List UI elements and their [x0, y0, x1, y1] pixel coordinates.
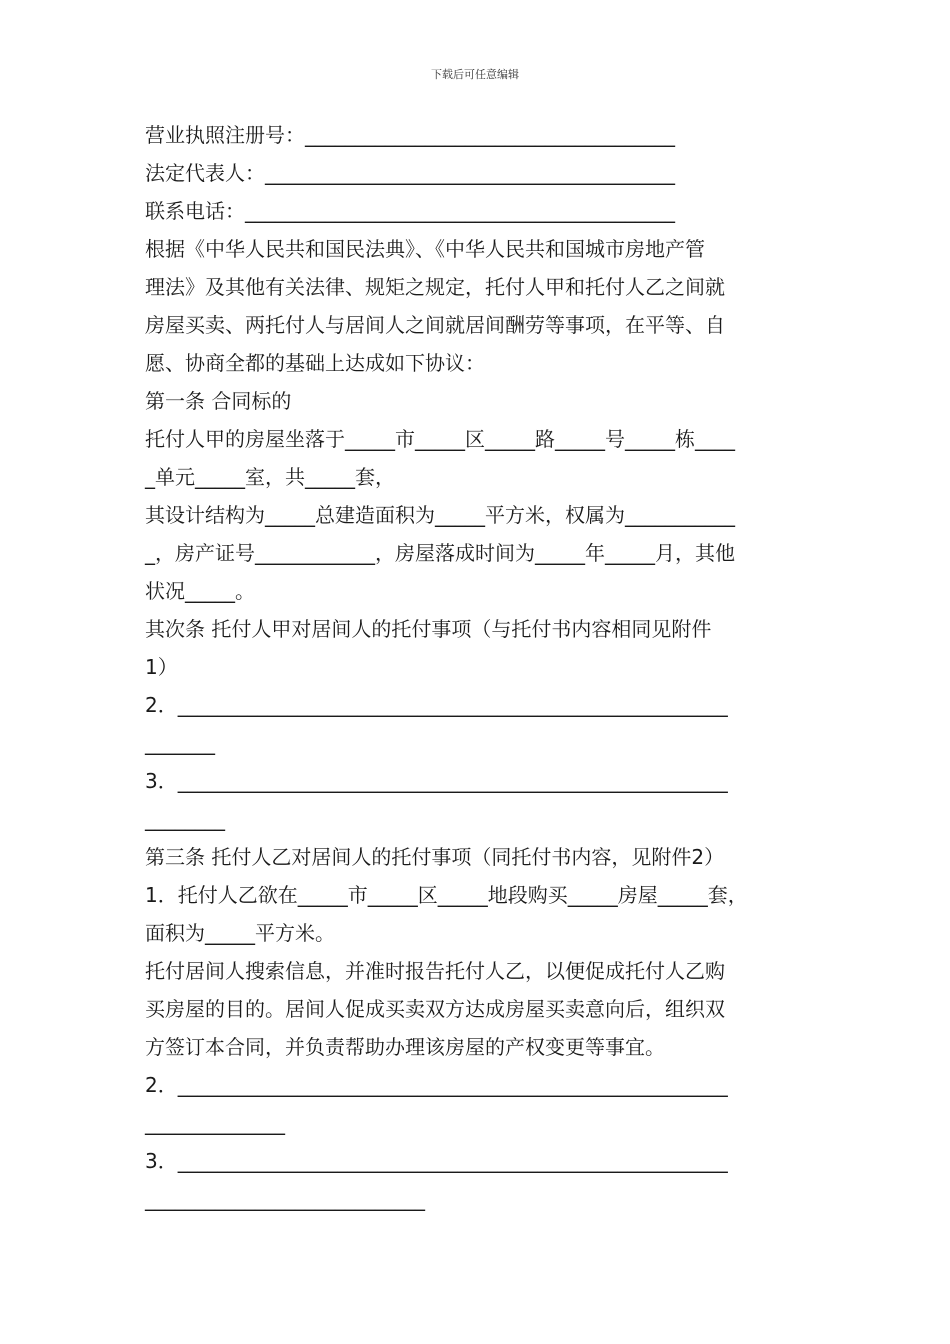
- paragraph-line: 面积为_____平方米。: [145, 921, 335, 945]
- blank-item-line: ______________: [145, 1111, 285, 1135]
- paragraph-line: _，房产证号____________，房屋落成时间为_____年_____月，其他: [145, 541, 735, 565]
- paragraph-line: 状况_____。: [145, 579, 255, 603]
- paragraph-line: 托付人甲的房屋坐落于_____市_____区_____路_____号_____栋____: [145, 427, 735, 451]
- paragraph-line: 愿、协商全都的基础上达成如下协议：: [145, 351, 485, 375]
- paragraph-line: 1．托付人乙欲在_____市_____区_____地段购买_____房屋_____套，: [145, 883, 748, 907]
- paragraph-line: 1）: [145, 655, 178, 679]
- blank-item-line: 3．_______________________________________________________: [145, 1149, 728, 1173]
- blank-item-line: 2．_______________________________________________________: [145, 693, 728, 717]
- legal-representative-line: 法定代表人：_________________________________________: [145, 161, 675, 185]
- paragraph-line: 其设计结构为_____总建造面积为_____平方米，权属为___________: [145, 503, 735, 527]
- paragraph-line: 托付居间人搜索信息，并准时报告托付人乙，以便促成托付人乙购: [145, 959, 725, 983]
- paragraph-line: 方签订本合同，并负责帮助办理该房屋的产权变更等事宜。: [145, 1035, 665, 1059]
- blank-item-line: _______: [145, 731, 215, 755]
- blank-item-line: ____________________________: [145, 1187, 425, 1211]
- article-1-heading: 第一条 合同标的: [145, 389, 292, 413]
- article-2-heading: 其次条 托付人甲对居间人的托付事项（与托付书内容相同见附件: [145, 617, 712, 641]
- paragraph-line: 买房屋的目的。居间人促成买卖双方达成房屋买卖意向后，组织双: [145, 997, 725, 1021]
- paragraph-line: 根据《中华人民共和国民法典》、《中华人民共和国城市房地产管: [145, 237, 705, 261]
- paragraph-line: 理法》及其他有关法律、规矩之规定，托付人甲和托付人乙之间就: [145, 275, 725, 299]
- contact-phone-line: 联系电话：___________________________________________: [145, 199, 675, 223]
- paragraph-line: 房屋买卖、两托付人与居间人之间就居间酬劳等事项，在平等、自: [145, 313, 725, 337]
- document-body: [145, 116, 810, 1218]
- blank-item-line: ________: [145, 807, 225, 831]
- blank-item-line: 3．_______________________________________________________: [145, 769, 728, 793]
- blank-item-line: 2．_______________________________________________________: [145, 1073, 728, 1097]
- page-header-note: 下载后可任意编辑: [431, 68, 519, 81]
- article-3-heading: 第三条 托付人乙对居间人的托付事项（同托付书内容，见附件2）: [145, 845, 725, 869]
- paragraph-line: _单元_____室，共_____套，: [145, 465, 395, 489]
- business-license-line: 营业执照注册号：_____________________________________: [145, 123, 675, 147]
